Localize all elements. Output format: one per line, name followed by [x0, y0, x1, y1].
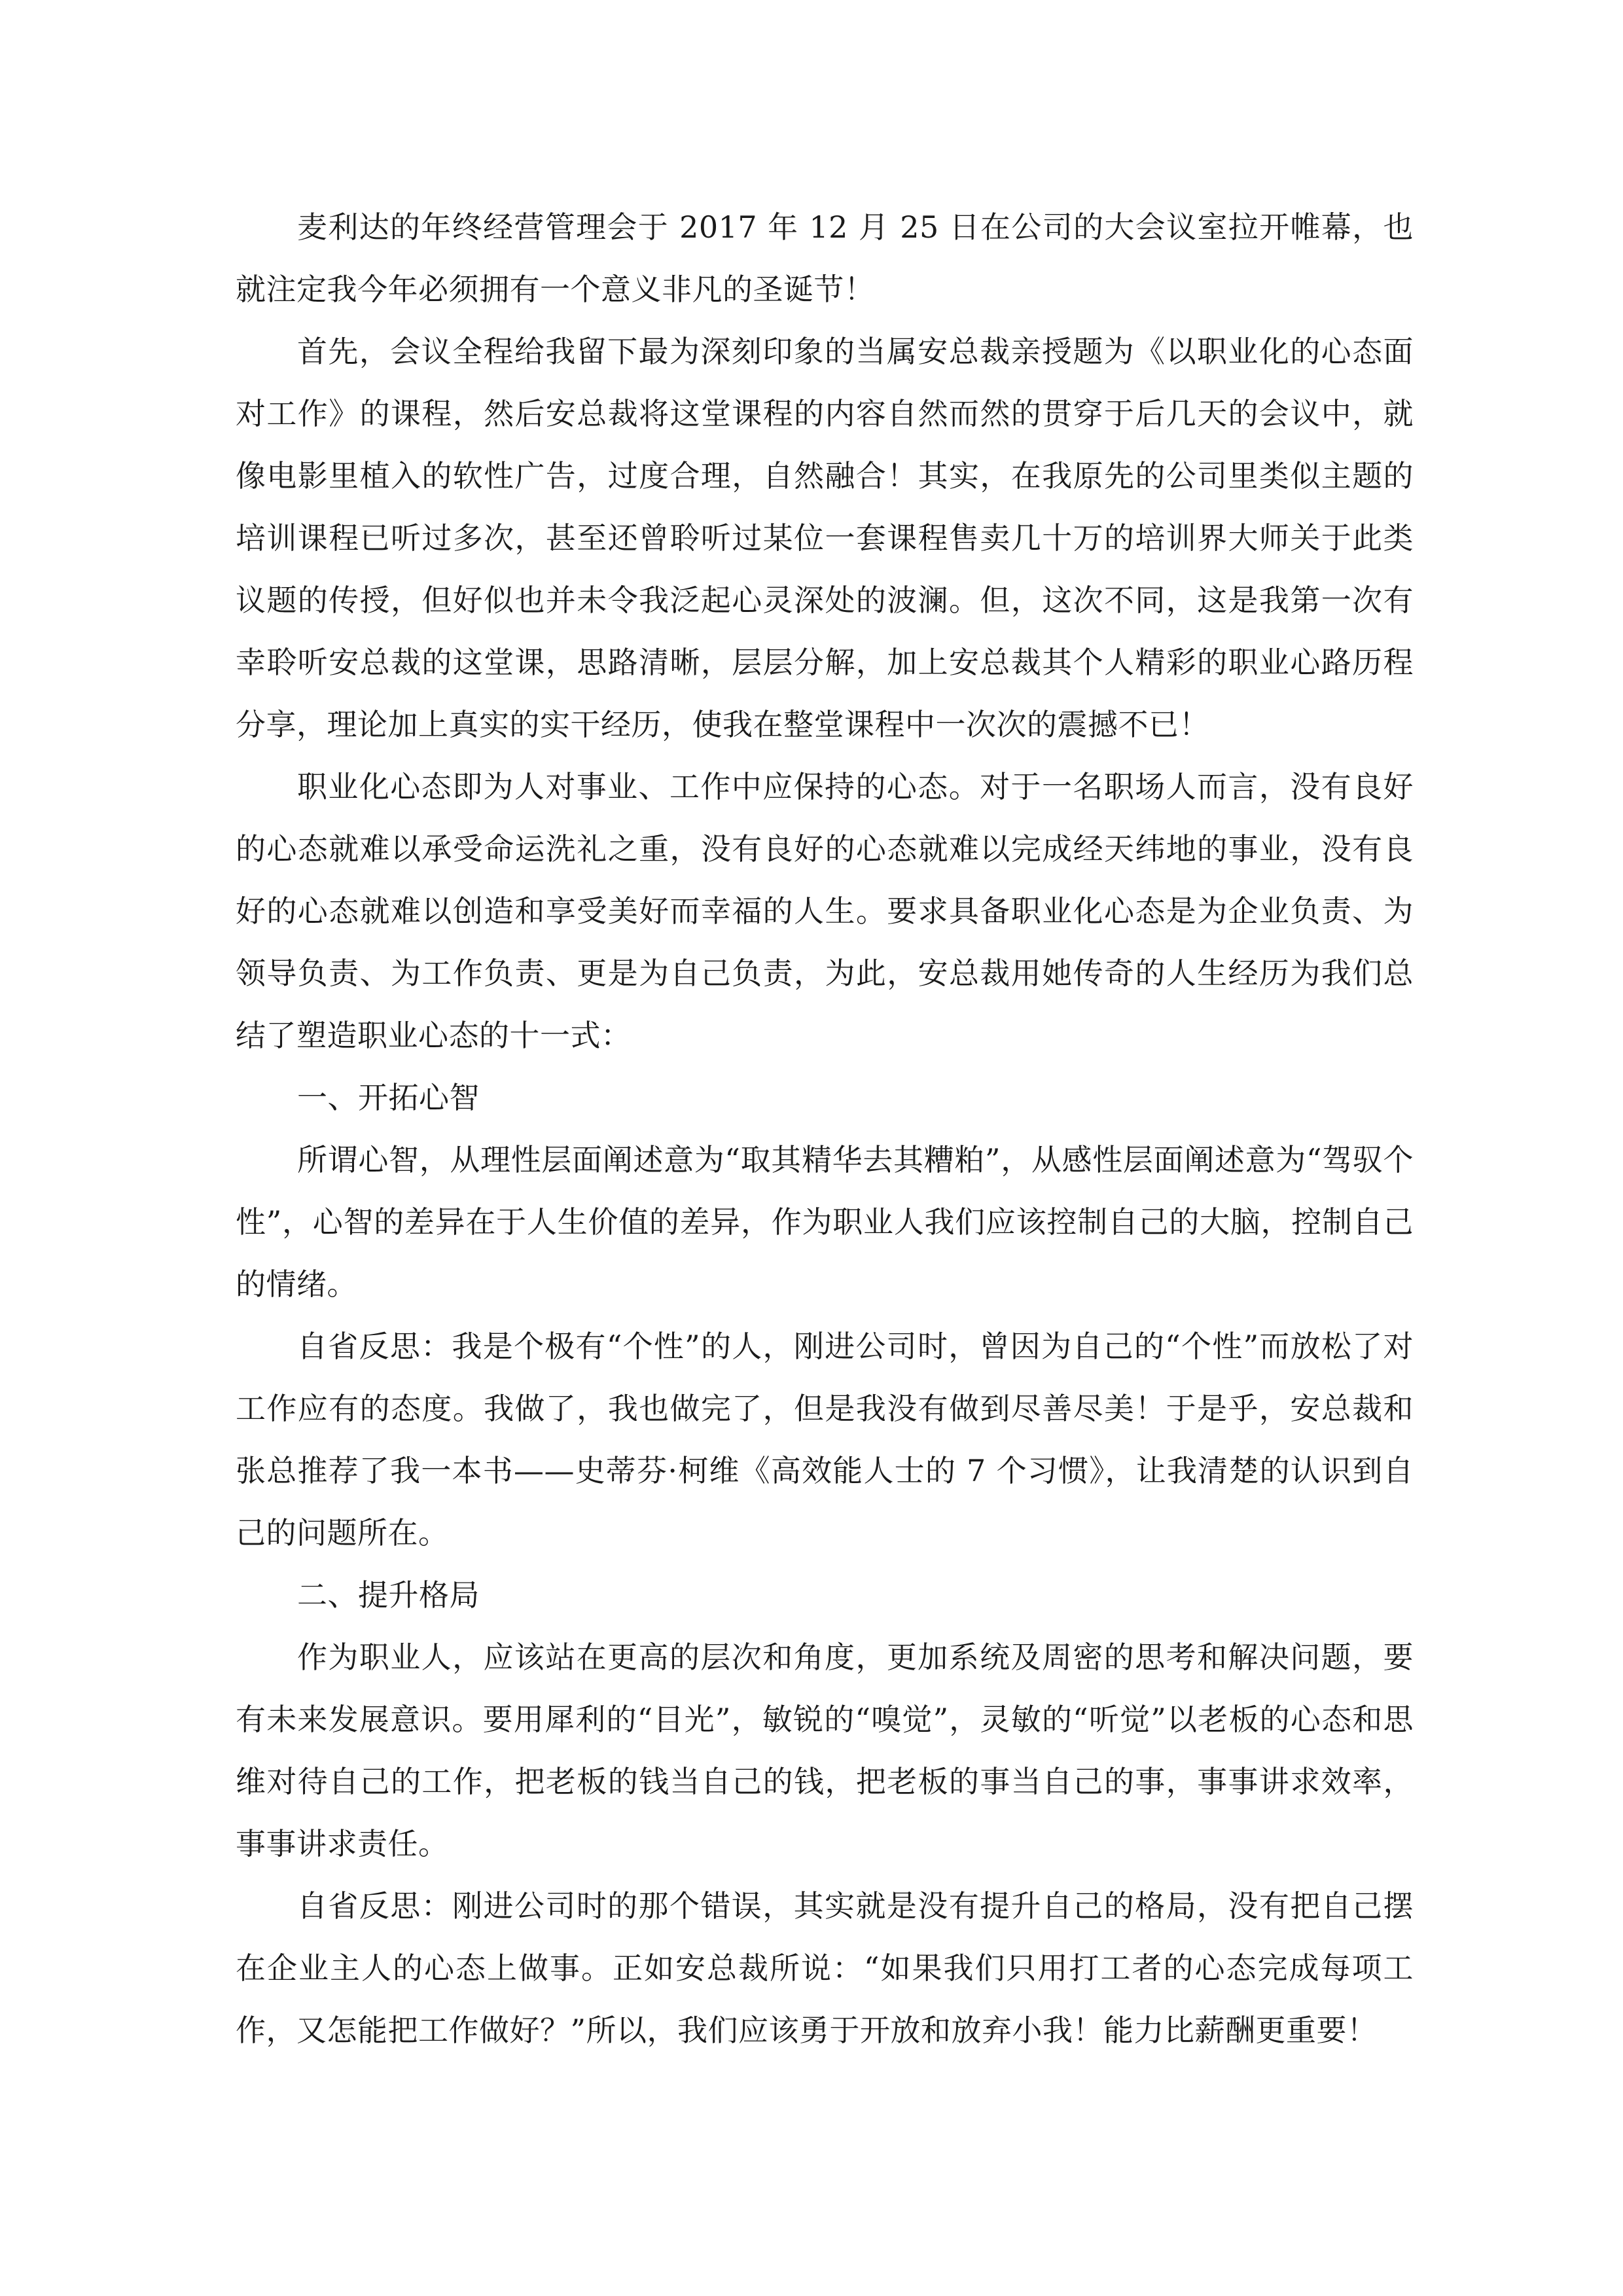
- paragraph-mind: 所谓心智，从理性层面阐述意为“取其精华去其糟粕”，从感性层面阐述意为“驾驭个性”，心智的差异在于人生价值的差异，作为职业人我们应该控制自己的大脑，控制自己的情绪。: [236, 1142, 1414, 1302]
- paragraph-reflection-2: 自省反思：刚进公司时的那个错误，其实就是没有提升自己的格局，没有把自己摆在企业主人的心态上做事。正如安总裁所说：“如果我们只用打工者的心态完成每项工作，又怎能把工作做好？”所以，我们应该勇于开放和放弃小我！能力比薪酬更重要！: [236, 1888, 1414, 2048]
- paragraph-course: 首先，会议全程给我留下最为深刻印象的当属安总裁亲授题为《以职业化的心态面对工作》的课程，然后安总裁将这堂课程的内容自然而然的贯穿于后几天的会议中，就像电影里植入的软性广告，过度合理，自然融合！其实，在我原先的公司里类似主题的培训课程已听过多次，甚至还曾聆听过某位一套课程售卖几十万的培训界大师关于此类议题的传授，但好似也并未令我泛起心灵深处的波澜。但，这次不同，这是我第一次有幸聆听安总裁的这堂课，思路清晰，层层分解，加上安总裁其个人精彩的职业心路历程分享，理论加上真实的实干经历，使我在整堂课程中一次次的震撼不已！: [236, 334, 1414, 742]
- section-heading-1: 一、开拓心智: [297, 1080, 480, 1115]
- section-heading-2: 二、提升格局: [297, 1577, 480, 1613]
- document-body: [236, 196, 1414, 2062]
- paragraph-reflection-1: 自省反思：我是个极有“个性”的人，刚进公司时，曾因为自己的“个性”而放松了对工作应有的态度。我做了，我也做完了，但是我没有做到尽善尽美！于是乎，安总裁和张总推荐了我一本书——史蒂芬·柯维《高效能人士的 7 个习惯》，让我清楚的认识到自己的问题所在。: [236, 1329, 1414, 1551]
- paragraph-pattern: 作为职业人，应该站在更高的层次和角度，更加系统及周密的思考和解决问题，要有未来发展意识。要用犀利的“目光”，敏锐的“嗅觉”，灵敏的“听觉”以老板的心态和思维对待自己的工作，把老板的钱当自己的钱，把老板的事当自己的事，事事讲求效率，事事讲求责任。: [236, 1640, 1414, 1861]
- paragraph-intro: 麦利达的年终经营管理会于 2017 年 12 月 25 日在公司的大会议室拉开帷幕，也就注定我今年必须拥有一个意义非凡的圣诞节！: [236, 209, 1414, 307]
- paragraph-mindset: 职业化心态即为人对事业、工作中应保持的心态。对于一名职场人而言，没有良好的心态就难以承受命运洗礼之重，没有良好的心态就难以完成经天纬地的事业，没有良好的心态就难以创造和享受美好而幸福的人生。要求具备职业化心态是为企业负责、为领导负责、为工作负责、更是为自己负责，为此，安总裁用她传奇的人生经历为我们总结了塑造职业心态的十一式：: [236, 769, 1414, 1053]
